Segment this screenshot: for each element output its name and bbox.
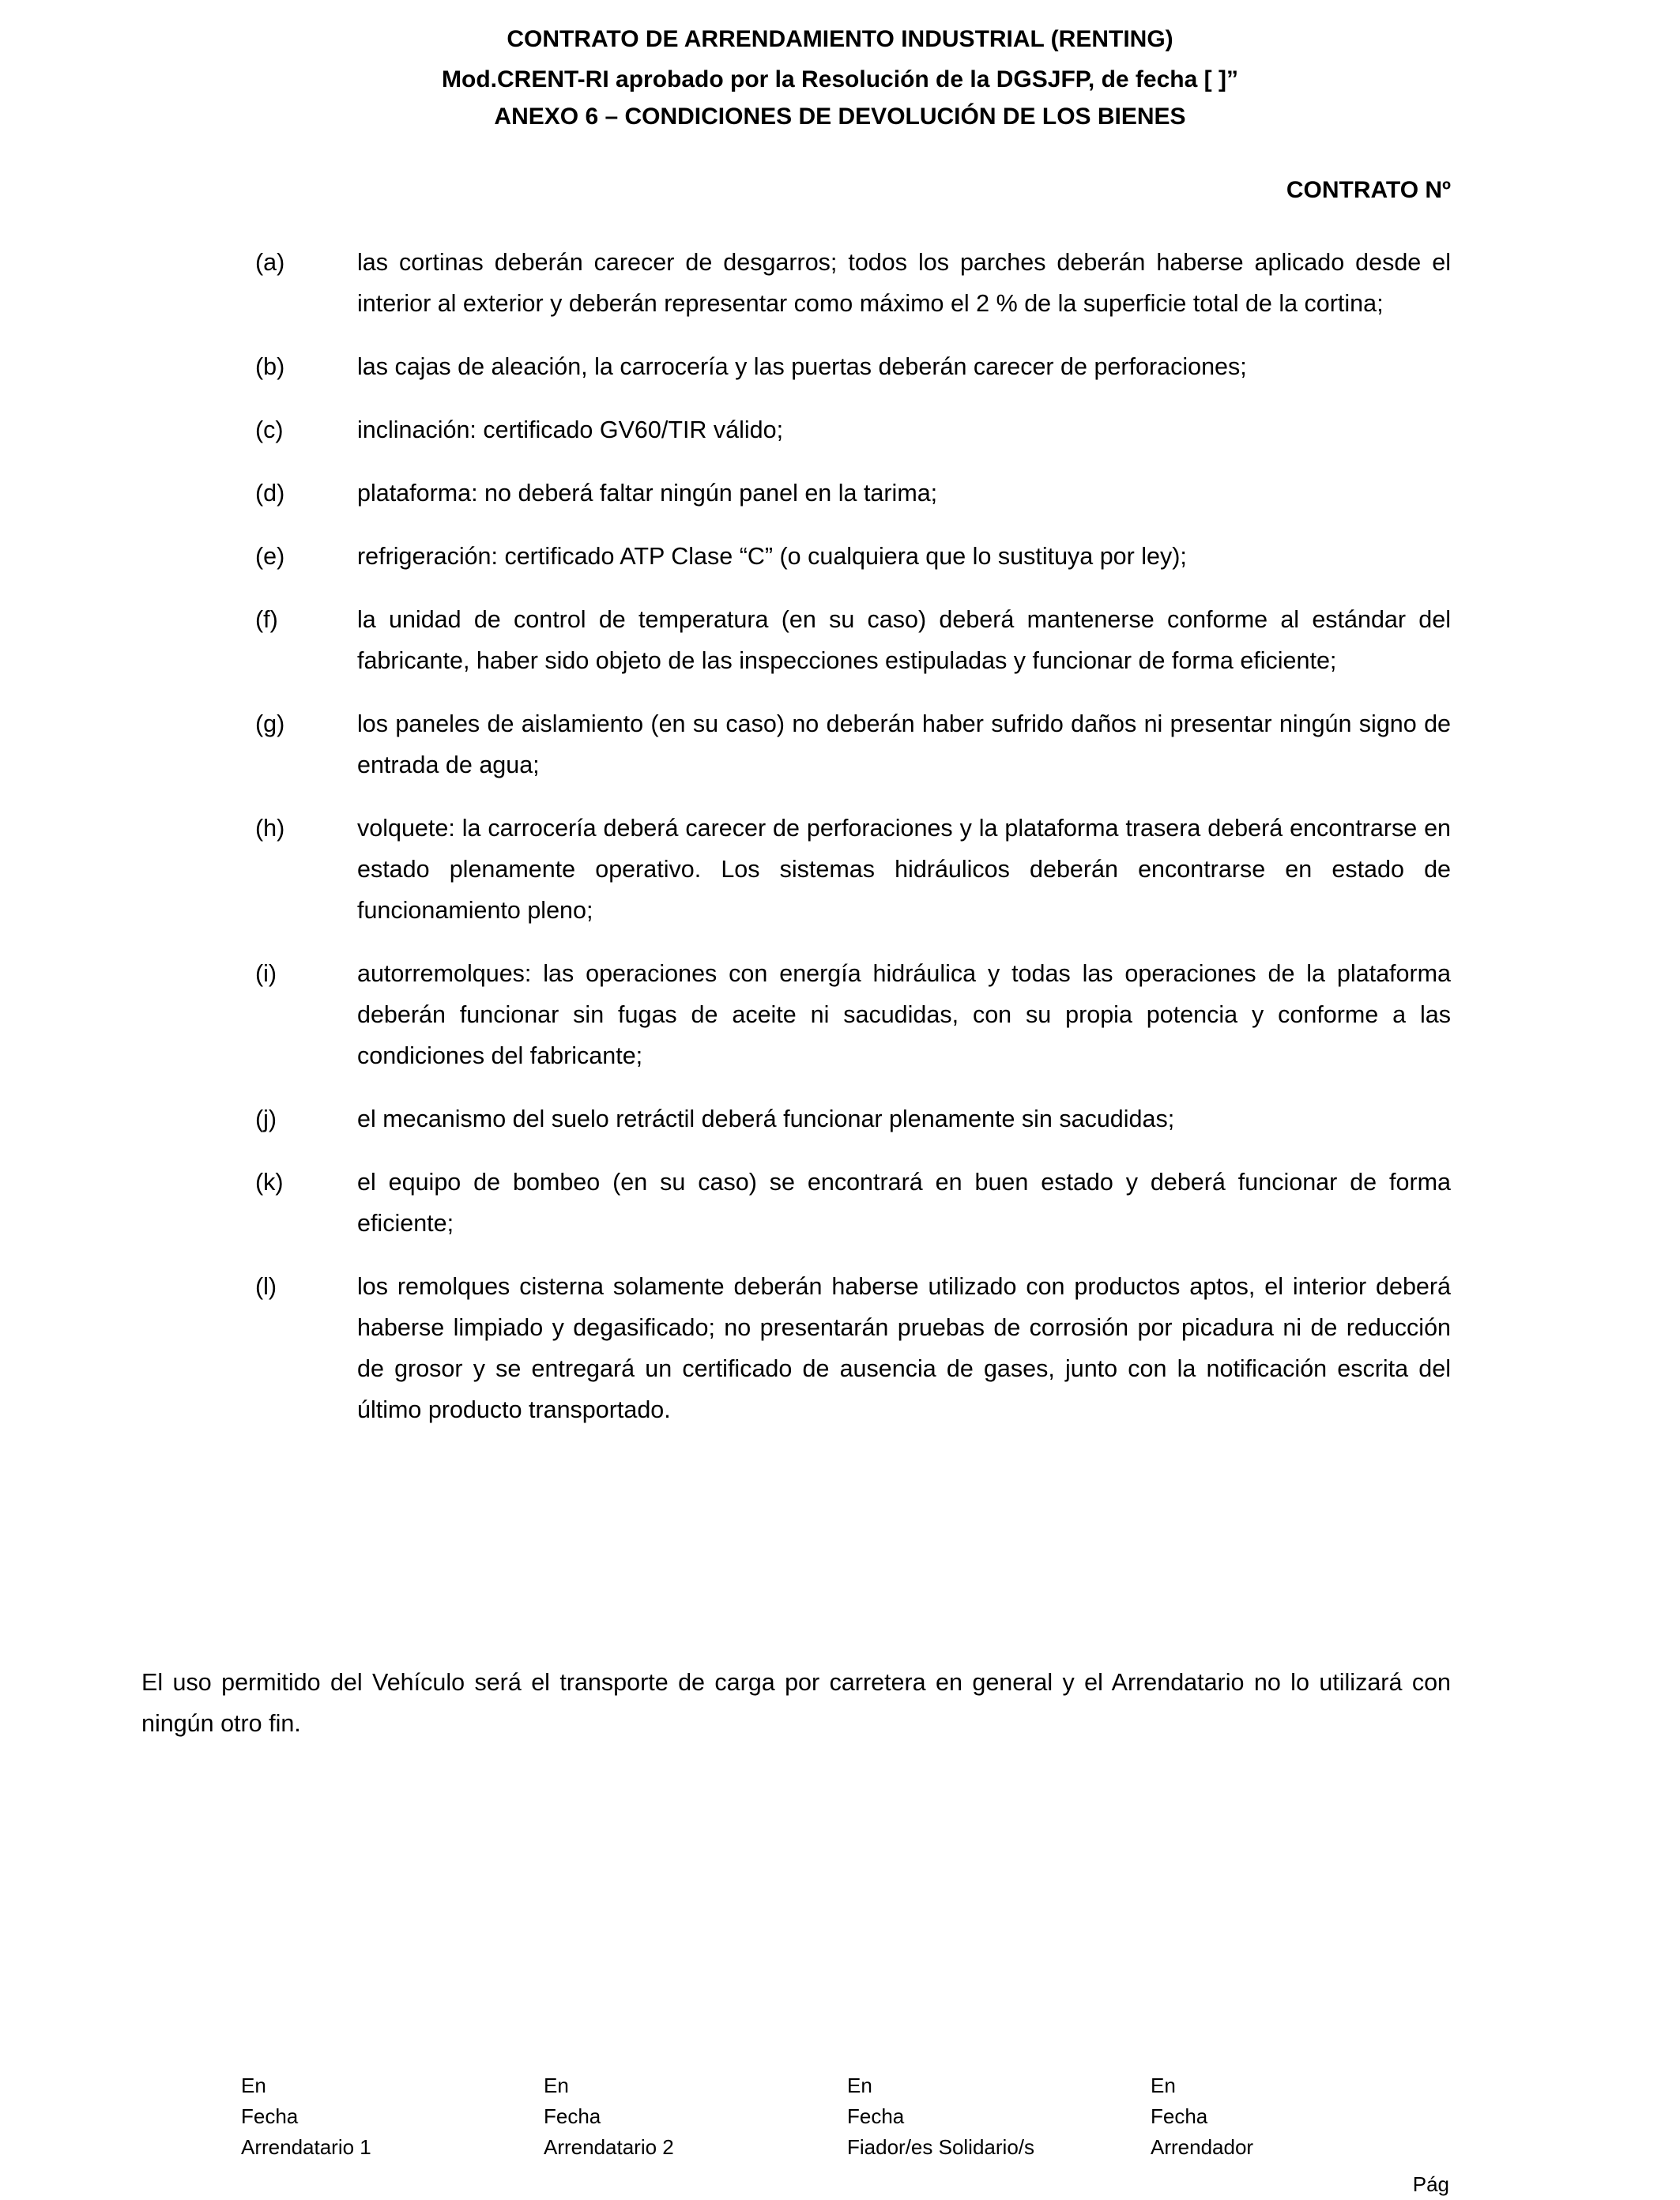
signature-place: En [1151, 2074, 1176, 2097]
item-text: volquete: la carrocería deberá carecer de perforaciones y la plataforma trasera deberá encontrarse en estado plenamente operativo. Los sistemas hidráulicos deberán encontrarse en estado de funcionamiento pleno; [357, 815, 1451, 924]
item-text: autorremolques: las operaciones con energía hidráulica y todas las operaciones de la plataforma deberán funcionar sin fugas de aceite ni sacudidas, con su propia potencia y conforme a las condiciones del fabricante; [357, 960, 1451, 1069]
item-label: (b) [255, 353, 285, 380]
item-label: (i) [255, 960, 277, 987]
signature-place: En [241, 2074, 266, 2097]
signature-place: En [544, 2074, 569, 2097]
item-text: las cajas de aleación, la carrocería y las puertas deberán carecer de perforaciones; [357, 353, 1247, 380]
signature-date: Fecha [241, 2104, 299, 2128]
signature-column [1151, 2070, 1253, 2163]
list-item [255, 409, 1451, 450]
document-title: CONTRATO DE ARRENDAMIENTO INDUSTRIAL (RENTING) [507, 26, 1173, 52]
signature-party: Fiador/es Solidario/s [847, 2135, 1034, 2159]
item-label: (k) [255, 1169, 284, 1196]
annex-title: ANEXO 6 – CONDICIONES DE DEVOLUCIÓN DE LOS BIENES [494, 104, 1186, 130]
signature-place: En [847, 2074, 872, 2097]
list-item [255, 473, 1451, 514]
item-text: los remolques cisterna solamente deberán haberse utilizado con productos aptos, el interior deberá haberse limpiado y degasificado; no presentarán pruebas de corrosión por picadura ni de reducción de grosor y se entregará un certificado de ausencia de gases, junto con la notificación escrita del último producto transportado. [357, 1273, 1451, 1423]
item-label: (g) [255, 710, 285, 737]
item-label: (l) [255, 1273, 277, 1300]
signature-date: Fecha [544, 2104, 601, 2128]
document-subtitle: Mod.CRENT-RI aprobado por la Resolución de la DGSJFP, de fecha [ ]” [442, 66, 1238, 92]
item-label: (f) [255, 606, 278, 633]
item-label: (a) [255, 249, 285, 276]
item-text: refrigeración: certificado ATP Clase “C” (o cualquiera que lo sustituya por ley); [357, 543, 1187, 570]
list-item [255, 953, 1451, 1076]
item-label: (d) [255, 480, 285, 507]
item-text: los paneles de aislamiento (en su caso) no deberán haber sufrido daños ni presentar ningún signo de entrada de agua; [357, 710, 1451, 778]
list-item [255, 703, 1451, 785]
signature-date: Fecha [847, 2104, 905, 2128]
item-label: (h) [255, 815, 285, 842]
list-item [255, 1162, 1451, 1244]
list-item [255, 1266, 1451, 1430]
list-item [255, 599, 1451, 681]
list-item [255, 1098, 1451, 1140]
item-text: el equipo de bombeo (en su caso) se encontrará en buen estado y deberá funcionar de forma eficiente; [357, 1169, 1451, 1237]
page-number: Pág [1412, 2172, 1449, 2196]
signature-column [241, 2070, 371, 2163]
signature-column [544, 2070, 674, 2163]
contract-number: CONTRATO Nº [1286, 177, 1451, 203]
conditions-list [255, 242, 1451, 1452]
permitted-use-paragraph: El uso permitido del Vehículo será el transporte de carga por carretera en general y el Arrendatario no lo utilizará con ningún otro fin. [141, 1669, 1451, 1737]
item-text: inclinación: certificado GV60/TIR válido; [357, 416, 784, 443]
signature-date: Fecha [1151, 2104, 1208, 2128]
item-label: (j) [255, 1106, 277, 1132]
item-label: (c) [255, 416, 284, 443]
list-item [255, 536, 1451, 577]
signature-party: Arrendatario 2 [544, 2135, 674, 2159]
signature-party: Arrendatario 1 [241, 2135, 371, 2159]
item-text: la unidad de control de temperatura (en su caso) deberá mantenerse conforme al estándar del fabricante, haber sido objeto de las inspecciones estipuladas y funcionar de forma eficiente; [357, 606, 1451, 674]
item-text: plataforma: no deberá faltar ningún panel en la tarima; [357, 480, 938, 507]
item-label: (e) [255, 543, 285, 570]
signature-column [847, 2070, 1034, 2163]
list-item [255, 242, 1451, 324]
item-text: el mecanismo del suelo retráctil deberá funcionar plenamente sin sacudidas; [357, 1106, 1175, 1132]
list-item [255, 346, 1451, 387]
signature-party: Arrendador [1151, 2135, 1254, 2159]
item-text: las cortinas deberán carecer de desgarros; todos los parches deberán haberse aplicado desde el interior al exterior y deberán representar como máximo el 2 % de la superficie total de la cortina; [357, 249, 1451, 317]
list-item [255, 808, 1451, 931]
